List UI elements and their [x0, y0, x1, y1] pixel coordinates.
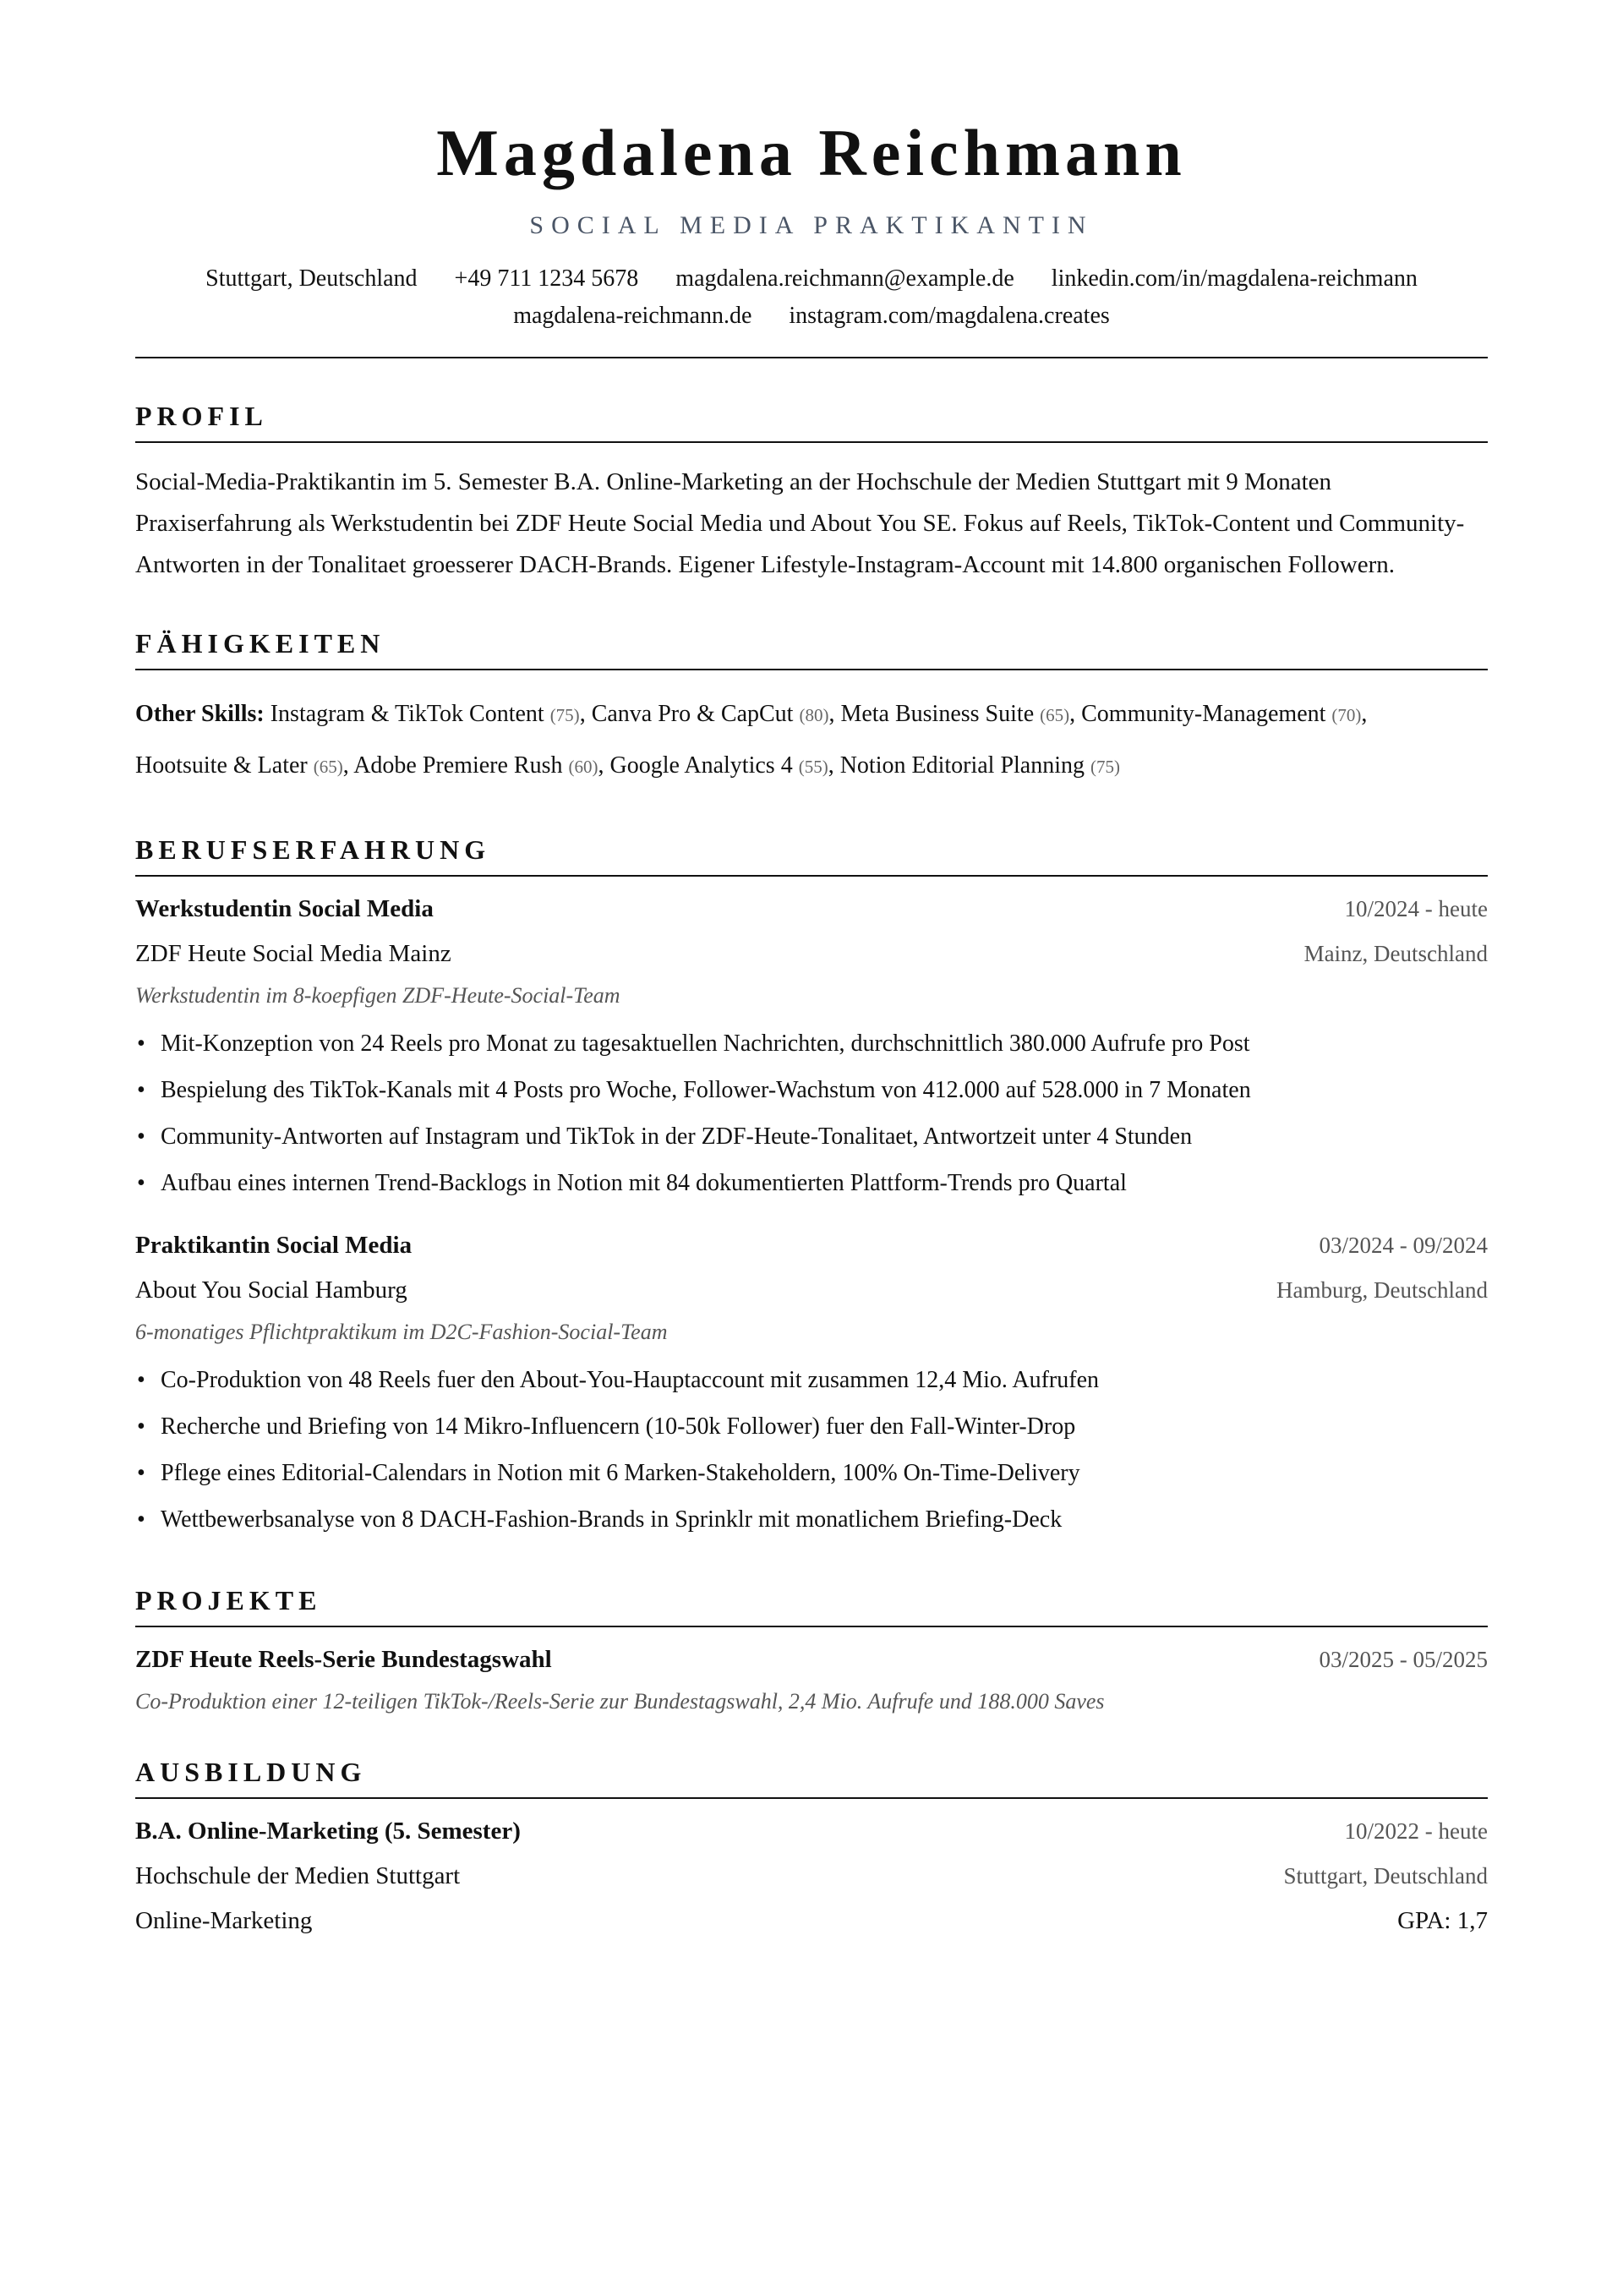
education-school: Hochschule der Medien Stuttgart — [135, 1862, 461, 1889]
bullet-item: • Community-Antworten auf Instagram und TikTok in der ZDF-Heute-Tonalitaet, Antwortzeit unter 4 Stunden — [135, 1113, 1488, 1160]
contact-info — [135, 260, 1488, 335]
bullet-item: • Aufbau eines internen Trend-Backlogs in Notion mit 84 dokumentierten Plattform-Trends pro Quartal — [135, 1160, 1488, 1206]
contact-line-2 — [135, 298, 1488, 335]
skill-item: Community-Management (70), — [1081, 701, 1368, 727]
skill-level: (55) — [798, 757, 828, 777]
education-gpa: GPA: 1,7 — [1397, 1907, 1488, 1934]
job-description: 6-monatiges Pflichtpraktikum im D2C-Fashion-Social-Team — [135, 1320, 668, 1344]
education-entry — [135, 1818, 1488, 1935]
skill-item: Google Analytics 4 (55), — [609, 752, 834, 779]
bullet-item: • Pflege eines Editorial-Calendars in Notion mit 6 Marken-Stakeholdern, 100% On-Time-Delivery — [135, 1450, 1488, 1496]
project-date: 03/2025 - 05/2025 — [1319, 1647, 1488, 1672]
skills-list — [135, 689, 1488, 792]
skill-level: (65) — [1040, 705, 1070, 725]
skills-label: Other Skills: — [135, 701, 265, 727]
contact-email: magdalena.reichmann@example.de — [675, 265, 1014, 292]
contact-website: magdalena-reichmann.de — [513, 303, 752, 329]
job-location: Hamburg, Deutschland — [1276, 1277, 1488, 1303]
job-entry — [135, 895, 1488, 1206]
skill-level: (80) — [799, 705, 829, 725]
skill-level: (70) — [1331, 705, 1362, 725]
bullet-item: • Bespielung des TikTok-Kanals mit 4 Posts pro Woche, Follower-Wachstum von 412.000 auf 528.000 in 7 Monaten — [135, 1067, 1488, 1113]
header-divider — [135, 357, 1488, 358]
skill-item: Hootsuite & Later (65), — [135, 752, 349, 779]
experience-section — [135, 836, 1488, 1543]
skill-level: (65) — [313, 757, 343, 777]
contact-linkedin: linkedin.com/in/magdalena-reichmann — [1051, 265, 1418, 292]
contact-location: Stuttgart, Deutschland — [205, 265, 418, 292]
profile-summary: Social-Media-Praktikantin im 5. Semester B.A. Online-Marketing an der Hochschule der Medien Stuttgart mit 9 Monaten Praxiserfahrung als Werkstudentin bei ZDF Heute Social Media und About You SE. Fokus auf Reels, TikTok-Content und Community-Antworten in der Tonalitaet groesserer DACH-Brands. Eigener Lifestyle-Instagram-Account mit 14.800 organischen Followern. — [135, 468, 1465, 578]
job-date: 10/2024 - heute — [1344, 896, 1488, 921]
skill-level: (75) — [1090, 757, 1121, 777]
section-heading-profile: PROFIL — [135, 402, 1488, 443]
job-date: 03/2024 - 09/2024 — [1319, 1233, 1488, 1258]
skill-item: Meta Business Suite (65), — [840, 701, 1076, 727]
job-title: Werkstudentin Social Media — [135, 895, 434, 922]
job-title: Praktikantin Social Media — [135, 1232, 413, 1259]
job-company: ZDF Heute Social Media Mainz — [135, 940, 451, 967]
profile-section — [135, 402, 1488, 586]
candidate-name: Magdalena Reichmann — [436, 116, 1187, 189]
contact-line-1 — [135, 260, 1488, 298]
skills-section — [135, 630, 1488, 792]
skill-item: Notion Editorial Planning (75) — [839, 752, 1121, 779]
job-entry — [135, 1232, 1488, 1543]
resume-header — [135, 0, 1488, 358]
job-bullets — [135, 1357, 1488, 1543]
education-date: 10/2022 - heute — [1344, 1818, 1488, 1844]
section-heading-skills: FÄHIGKEITEN — [135, 630, 1488, 670]
skill-item: Canva Pro & CapCut (80), — [591, 701, 835, 727]
bullet-item: • Wettbewerbsanalyse von 8 DACH-Fashion-Brands in Sprinklr mit monatlichem Briefing-Deck — [135, 1496, 1488, 1543]
job-location: Mainz, Deutschland — [1303, 941, 1488, 966]
skill-item: Instagram & TikTok Content (75), — [270, 701, 586, 727]
skill-level: (60) — [568, 757, 598, 777]
section-heading-projects: PROJEKTE — [135, 1587, 1488, 1627]
skill-item: Adobe Premiere Rush (60), — [353, 752, 604, 779]
contact-instagram: instagram.com/magdalena.creates — [789, 303, 1110, 329]
project-entry — [135, 1646, 1488, 1714]
job-company: About You Social Hamburg — [135, 1276, 407, 1304]
project-description: Co-Produktion einer 12-teiligen TikTok-/Reels-Serie zur Bundestagswahl, 2,4 Mio. Aufrufe und 188.000 Saves — [135, 1689, 1105, 1714]
bullet-item: • Co-Produktion von 48 Reels fuer den About-You-Hauptaccount mit zusammen 12,4 Mio. Aufrufen — [135, 1357, 1488, 1403]
education-degree: B.A. Online-Marketing (5. Semester) — [135, 1818, 521, 1845]
bullet-item: • Mit-Konzeption von 24 Reels pro Monat zu tagesaktuellen Nachrichten, durchschnittlich 380.000 Aufrufe pro Post — [135, 1020, 1488, 1067]
education-field: Online-Marketing — [135, 1907, 313, 1934]
education-location: Stuttgart, Deutschland — [1283, 1863, 1488, 1889]
section-heading-education: AUSBILDUNG — [135, 1758, 1488, 1799]
section-heading-experience: BERUFSERFAHRUNG — [135, 836, 1488, 877]
job-description: Werkstudentin im 8-koepfigen ZDF-Heute-Social-Team — [135, 983, 620, 1008]
project-title: ZDF Heute Reels-Serie Bundestagswahl — [135, 1646, 552, 1673]
job-bullets — [135, 1020, 1488, 1206]
skill-level: (75) — [549, 705, 580, 725]
job-title: SOCIAL MEDIA PRAKTIKANTIN — [529, 211, 1094, 239]
contact-phone: +49 711 1234 5678 — [454, 265, 639, 292]
bullet-item: • Recherche und Briefing von 14 Mikro-Influencern (10-50k Follower) fuer den Fall-Winter-Drop — [135, 1403, 1488, 1450]
projects-section — [135, 1587, 1488, 1714]
education-section — [135, 1758, 1488, 1935]
